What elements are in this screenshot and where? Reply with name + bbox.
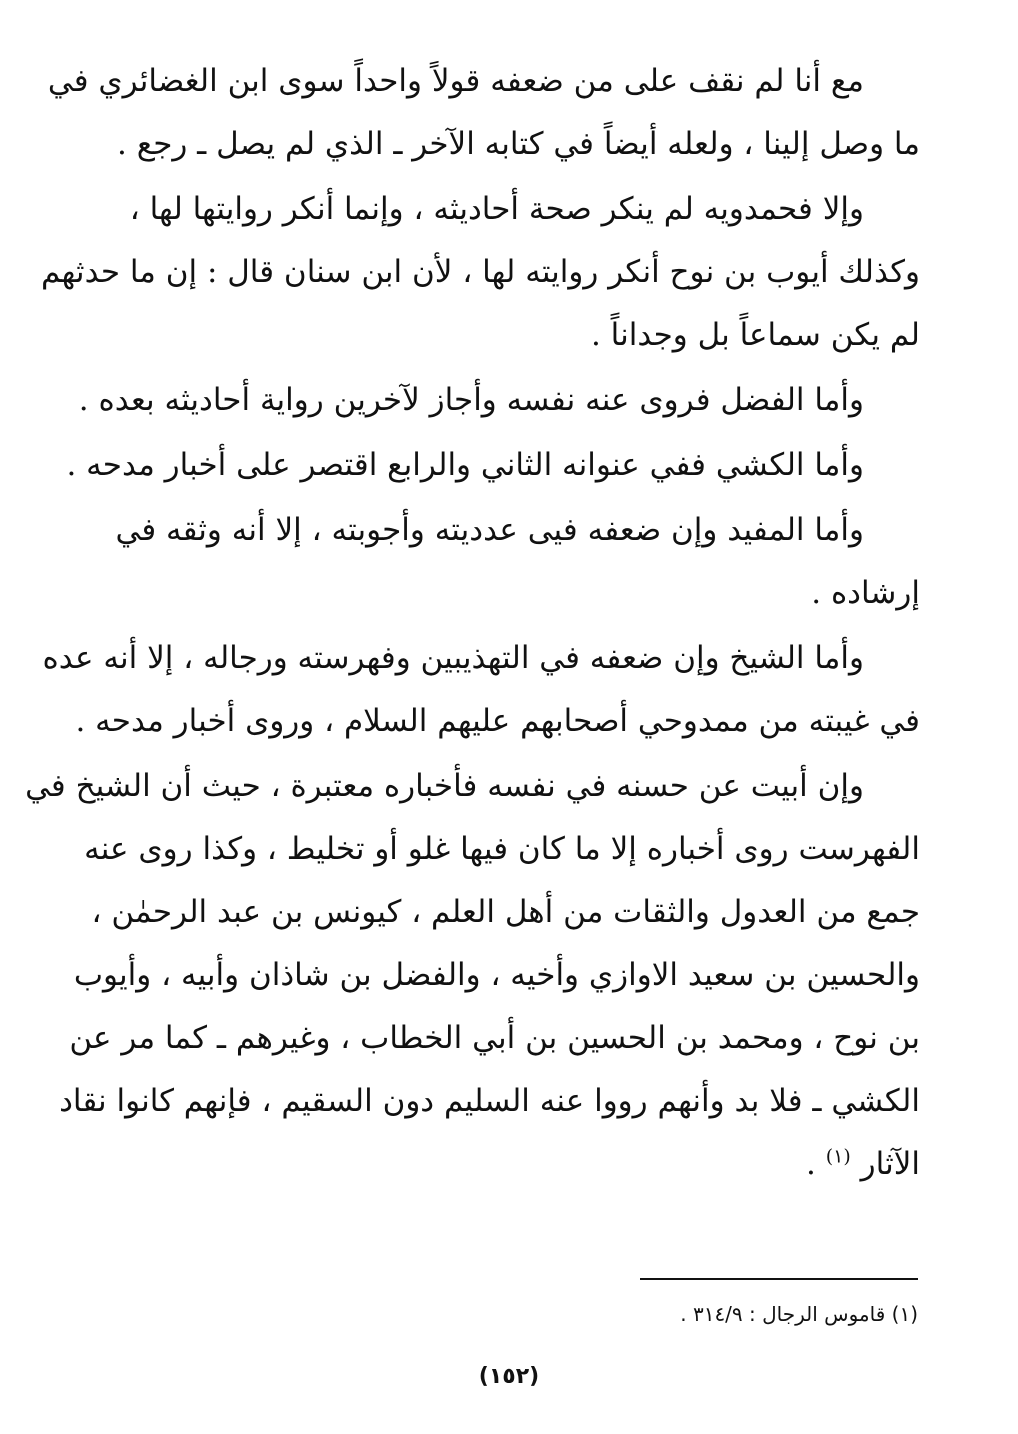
footnote: (١) قاموس الرجال : ٣١٤/٩ . — [680, 1302, 918, 1326]
text-line: جمع من العدول والثقات من أهل العلم ، كيونس بن عبد الرحمٰن ، — [91, 894, 920, 930]
text-line: والحسين بن سعيد الاوازي وأخيه ، والفضل بن شاذان وأبيه ، وأيوب — [73, 957, 920, 993]
text-line: وأما الشيخ وإن ضعفه في التهذيبين وفهرسته ورجاله ، إلا أنه عده — [42, 640, 864, 676]
text-line: بن نوح ، ومحمد بن الحسين بن أبي الخطاب ، وغيرهم ـ كما مر عن — [69, 1020, 920, 1056]
text-line: مع أنا لم نقف على من ضعفه قولاً واحداً سوى ابن الغضائري في — [47, 63, 864, 99]
paragraph — [66, 434, 920, 497]
text-line: وكذلك أيوب بن نوح أنكر روايته لها ، لأن ابن سنان قال : إن ما حدثهم — [41, 254, 920, 290]
paragraph — [42, 627, 920, 753]
text-line: وأما الكشي ففي عنوانه الثاني والرابع اقتصر على أخبار مدحه . — [66, 447, 864, 483]
text-line: الكشي ـ فلا بد وأنهم رووا عنه السليم دون السقيم ، فإنهم كانوا نقاد — [59, 1083, 920, 1119]
paragraph — [47, 50, 920, 176]
text-line: في غيبته من ممدوحي أصحابهم عليهم السلام ، وروى أخبار مدحه . — [75, 703, 920, 739]
final-period: . — [806, 1146, 816, 1182]
text-line: الفهرست روى أخباره إلا ما كان فيها غلو أو تخليط ، وكذا روى عنه — [84, 831, 920, 867]
footnote-separator — [640, 1278, 918, 1280]
text-line: لم يكن سماعاً بل وجداناً . — [590, 317, 920, 353]
page-number: (١٥٢) — [478, 1364, 540, 1389]
paragraph — [78, 369, 920, 432]
footnote-reference[interactable]: (١) — [825, 1145, 851, 1168]
text-line-final — [96, 1133, 920, 1196]
text-line: ما وصل إلينا ، ولعله أيضاً في كتابه الآخر ـ الذي لم يصل ـ رجع . — [116, 126, 920, 162]
text-line: إرشاده . — [811, 575, 920, 611]
paragraph — [41, 178, 920, 367]
main-text — [25, 50, 920, 1198]
text-line: وإن أبيت عن حسنه في نفسه فأخباره معتبرة ، حيث أن الشيخ في — [25, 768, 864, 804]
text-line: وأما المفيد وإن ضعفه فيى عدديته وأجوبته ، إلا أنه وثقه في — [115, 512, 864, 548]
text-line: وأما الفضل فروى عنه نفسه وأجاز لآخرين رواية أحاديثه بعده . — [78, 382, 864, 418]
paragraph — [96, 499, 920, 625]
final-word: الآثار — [860, 1146, 920, 1182]
paragraph — [25, 755, 920, 1196]
text-line: وإلا فحمدويه لم ينكر صحة أحاديثه ، وإنما أنكر روايتها لها ، — [129, 191, 864, 227]
